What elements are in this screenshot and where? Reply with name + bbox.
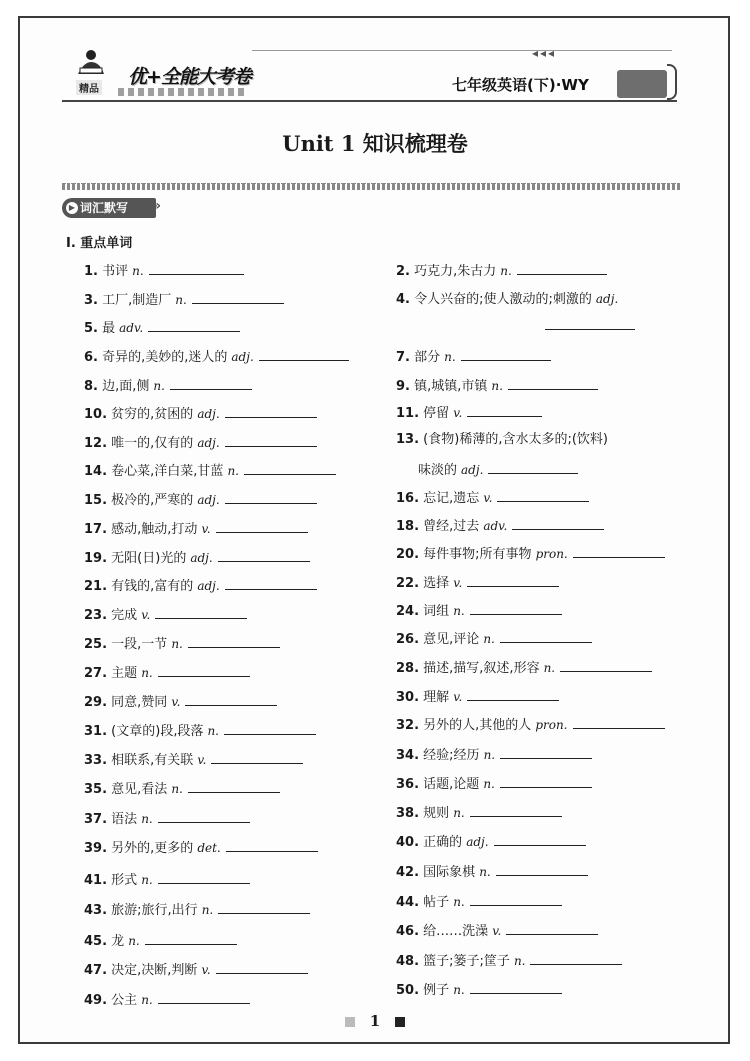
vocab-item — [396, 290, 618, 309]
item-number: 15. — [84, 493, 108, 508]
item-meaning: 完成 — [111, 608, 138, 623]
header-arrows-icon: ◂◂◂ — [532, 46, 557, 60]
brand-logo — [62, 44, 252, 98]
answer-blank[interactable] — [573, 544, 665, 558]
part-of-speech: adv. — [119, 321, 144, 335]
part-of-speech: n. — [453, 983, 465, 997]
book-title: 七年级英语(下)·WY — [452, 76, 589, 94]
item-meaning: 部分 — [414, 350, 441, 365]
item-meaning: 龙 — [111, 934, 125, 949]
item-number: 30. — [396, 690, 420, 705]
item-number: 17. — [84, 522, 108, 537]
item-number: 24. — [396, 604, 420, 619]
item-number: 20. — [396, 547, 420, 562]
vocab-item — [84, 548, 310, 568]
answer-blank[interactable] — [488, 460, 578, 474]
vocab-item — [396, 862, 588, 882]
part-of-speech: adj. — [190, 551, 213, 565]
vocab-item — [84, 870, 250, 890]
item-number: 8. — [84, 379, 98, 394]
part-of-speech: n. — [201, 903, 214, 917]
vocab-item — [396, 921, 598, 941]
part-of-speech: n. — [483, 632, 495, 646]
vocab-item — [84, 290, 284, 310]
item-number: 2. — [396, 264, 410, 279]
item-meaning: 另外的人,其他的人 — [423, 718, 532, 733]
item-number: 49. — [84, 993, 108, 1008]
part-of-speech: n. — [444, 350, 456, 364]
header-tab-block — [617, 70, 667, 98]
vocab-item — [396, 803, 562, 823]
chevron-right-icon: » — [152, 198, 162, 214]
item-meaning: 边,面,侧 — [102, 379, 150, 394]
item-number: 5. — [84, 321, 98, 336]
answer-blank[interactable] — [158, 990, 250, 1004]
item-meaning: 工厂,制造厂 — [102, 293, 172, 308]
item-number: 31. — [84, 724, 108, 739]
part-of-speech: v. — [141, 608, 151, 622]
vocab-item — [84, 779, 280, 799]
item-number: 40. — [396, 835, 420, 850]
item-number: 47. — [84, 963, 108, 978]
part-of-speech: n. — [141, 812, 153, 826]
item-meaning: 唯一的,仅有的 — [111, 436, 194, 451]
part-of-speech: adj. — [231, 350, 254, 364]
item-number: 21. — [84, 579, 108, 594]
vocab-item — [84, 900, 310, 920]
vocab-item — [84, 404, 317, 424]
answer-blank[interactable] — [155, 605, 247, 619]
part-of-speech: adj. — [197, 493, 220, 507]
answer-blank[interactable] — [496, 862, 588, 876]
part-of-speech: n. — [543, 661, 556, 675]
vocab-item — [84, 750, 303, 770]
item-meaning: 描述,描写,叙述,形容 — [423, 661, 540, 676]
part-of-speech: v. — [483, 491, 493, 505]
vocab-item — [84, 990, 250, 1010]
item-meaning: 另外的,更多的 — [111, 841, 194, 856]
answer-blank[interactable] — [500, 745, 592, 759]
item-meaning: 经验;经历 — [423, 748, 480, 763]
answer-blank[interactable] — [467, 573, 559, 587]
answer-blank[interactable] — [225, 433, 317, 447]
answer-blank[interactable] — [145, 931, 237, 945]
vocab-item — [84, 376, 252, 396]
part-of-speech: n. — [141, 873, 153, 887]
part-of-speech: v. — [201, 522, 211, 536]
part-of-speech: n. — [453, 604, 465, 618]
item-meaning: 国际象棋 — [423, 865, 476, 880]
answer-blank[interactable] — [216, 960, 308, 974]
part-of-speech: pron. — [535, 547, 568, 561]
reader-mascot-icon — [74, 48, 108, 78]
item-number: 27. — [84, 666, 108, 681]
vocab-item — [396, 951, 622, 971]
part-of-speech: n. — [207, 724, 219, 738]
logo-badge: 精品 — [76, 80, 102, 95]
item-meaning: 给……洗澡 — [423, 924, 489, 939]
item-number: 50. — [396, 983, 420, 998]
answer-blank[interactable] — [467, 403, 542, 417]
answer-blank[interactable] — [148, 318, 240, 332]
part-of-speech: n. — [479, 865, 491, 879]
item-number: 26. — [396, 632, 420, 647]
answer-blank[interactable] — [211, 750, 303, 764]
item-meaning: 同意,赞同 — [111, 695, 168, 710]
part-of-speech: n. — [171, 637, 183, 651]
vocab-item — [396, 715, 665, 735]
part-of-speech: n. — [175, 293, 187, 307]
part-of-speech: n. — [453, 806, 465, 820]
item-number: 1. — [84, 264, 98, 279]
item-number: 41. — [84, 873, 108, 888]
part-of-speech: n. — [483, 748, 496, 762]
item-number: 35. — [84, 782, 108, 797]
part-of-speech: n. — [513, 954, 526, 968]
header-curve — [667, 64, 677, 100]
part-of-speech: n. — [491, 379, 503, 393]
item-meaning: 书评 — [102, 264, 129, 279]
item-meaning: 感动,触动,打动 — [111, 522, 198, 537]
part-of-speech: adj. — [197, 407, 220, 421]
answer-blank[interactable] — [225, 576, 317, 590]
vocab-item — [84, 519, 308, 539]
vocab-item — [396, 774, 592, 794]
vocab-item — [84, 931, 237, 951]
item-number: 22. — [396, 576, 420, 591]
vocab-item — [84, 490, 317, 510]
vocab-item — [84, 318, 240, 338]
vocab-item — [396, 573, 559, 593]
answer-blank[interactable] — [216, 519, 308, 533]
item-number: 32. — [396, 718, 420, 733]
play-arrow-icon: ▶ — [66, 202, 78, 214]
item-meaning: 味淡的 — [418, 463, 458, 478]
section-label: 词汇默写 — [80, 201, 129, 215]
answer-blank[interactable] — [225, 490, 317, 504]
answer-blank[interactable] — [226, 838, 318, 852]
item-meaning: 相联系,有关联 — [111, 753, 194, 768]
answer-blank[interactable] — [149, 261, 244, 275]
header-top-rule — [252, 50, 672, 51]
answer-blank[interactable] — [461, 347, 551, 361]
part-of-speech: n. — [132, 264, 144, 278]
item-number: 33. — [84, 753, 108, 768]
vocab-item — [84, 461, 336, 481]
item-meaning: 话题,论题 — [423, 777, 480, 792]
item-meaning: 篮子;篓子;筐子 — [423, 954, 510, 969]
answer-blank[interactable] — [158, 663, 250, 677]
item-number: 38. — [396, 806, 420, 821]
item-number: 13. — [396, 432, 420, 447]
vocab-item — [396, 347, 551, 367]
item-number: 37. — [84, 812, 108, 827]
item-meaning: 贫穷的,贫困的 — [111, 407, 194, 422]
part-of-speech: adj. — [466, 835, 489, 849]
answer-blank[interactable] — [158, 870, 250, 884]
answer-blank[interactable] — [512, 516, 604, 530]
answer-blank[interactable] — [500, 774, 592, 788]
part-of-speech: n. — [227, 464, 239, 478]
answer-blank[interactable] — [470, 980, 562, 994]
part-of-speech: n. — [141, 666, 153, 680]
item-meaning: 主题 — [111, 666, 138, 681]
item-meaning: 形式 — [111, 873, 138, 888]
part-of-speech: n. — [500, 264, 512, 278]
item-meaning: 帖子 — [423, 895, 450, 910]
item-number: 19. — [84, 551, 108, 566]
part-of-speech: v. — [492, 924, 502, 938]
answer-blank[interactable] — [185, 692, 277, 706]
part-of-speech: v. — [201, 963, 211, 977]
decorative-divider — [62, 183, 680, 190]
answer-blank[interactable] — [560, 658, 652, 672]
vocab-item — [396, 892, 562, 912]
answer-blank[interactable] — [508, 376, 598, 390]
item-number: 25. — [84, 637, 108, 652]
page-footer — [0, 1012, 750, 1030]
vocab-item — [84, 261, 244, 281]
answer-blank[interactable] — [259, 347, 349, 361]
part-of-speech: v. — [197, 753, 207, 767]
item-meaning: 规则 — [423, 806, 450, 821]
item-meaning: 无阳(日)光的 — [111, 551, 187, 566]
vocab-item — [396, 431, 608, 449]
vocab-item — [396, 601, 562, 621]
item-meaning: 决定,决断,判断 — [111, 963, 198, 978]
part-of-speech: adj. — [461, 463, 484, 477]
part-of-speech: n. — [141, 993, 153, 1007]
item-number: 18. — [396, 519, 420, 534]
item-number: 39. — [84, 841, 108, 856]
answer-blank[interactable] — [470, 601, 562, 615]
item-number: 3. — [84, 293, 98, 308]
answer-blank[interactable] — [500, 629, 592, 643]
vocab-item — [396, 687, 559, 707]
part-of-speech: adj. — [595, 292, 619, 306]
answer-blank[interactable] — [467, 687, 559, 701]
part-of-speech: v. — [171, 695, 181, 709]
item-meaning: 例子 — [423, 983, 450, 998]
vocab-item — [84, 605, 247, 625]
item-meaning: 卷心菜,洋白菜,甘蓝 — [111, 464, 224, 479]
answer-blank[interactable] — [573, 715, 665, 729]
item-number: 4. — [396, 292, 410, 307]
header-underline — [62, 100, 677, 102]
vocab-item — [418, 460, 578, 480]
answer-blank[interactable] — [224, 721, 316, 735]
item-number: 42. — [396, 865, 420, 880]
item-number: 16. — [396, 491, 420, 506]
answer-blank[interactable] — [192, 290, 284, 304]
answer-blank[interactable] — [218, 900, 310, 914]
part-of-speech: pron. — [535, 718, 568, 732]
item-number: 36. — [396, 777, 420, 792]
item-number: 28. — [396, 661, 420, 676]
vocab-item — [396, 832, 586, 852]
vocab-item — [84, 960, 308, 980]
answer-blank[interactable] — [506, 921, 598, 935]
item-meaning: 公主 — [111, 993, 138, 1008]
item-number: 7. — [396, 350, 410, 365]
answer-blank[interactable] — [545, 329, 635, 330]
section-badge — [62, 198, 156, 218]
item-meaning: 停留 — [423, 406, 450, 421]
answer-blank[interactable] — [494, 832, 586, 846]
item-meaning: 忘记,遗忘 — [423, 491, 480, 506]
part-of-speech: v. — [453, 690, 463, 704]
page-header — [62, 44, 682, 104]
part-of-speech: n. — [453, 895, 465, 909]
item-meaning: 镇,城镇,市镇 — [414, 379, 488, 394]
item-number: 12. — [84, 436, 108, 451]
item-meaning: 理解 — [423, 690, 450, 705]
answer-blank[interactable] — [244, 461, 336, 475]
answer-blank[interactable] — [530, 951, 622, 965]
item-number: 46. — [396, 924, 420, 939]
vocab-item — [84, 838, 318, 858]
footer-right-square-icon — [395, 1017, 405, 1027]
answer-blank[interactable] — [470, 803, 562, 817]
item-meaning: (食物)稀薄的,含水太多的;(饮料) — [423, 432, 608, 447]
item-meaning: 词组 — [423, 604, 450, 619]
part-of-speech: adj. — [197, 436, 220, 450]
item-number: 6. — [84, 350, 98, 365]
item-meaning: 选择 — [423, 576, 450, 591]
logo-decoration — [118, 88, 248, 96]
item-meaning: 极冷的,严寒的 — [111, 493, 194, 508]
vocab-item — [396, 488, 589, 508]
answer-blank[interactable] — [470, 892, 562, 906]
vocab-item — [84, 433, 317, 453]
vocab-item — [396, 261, 607, 281]
item-meaning: 正确的 — [423, 835, 463, 850]
part-of-speech: adv. — [483, 519, 508, 533]
footer-left-square-icon — [345, 1017, 355, 1027]
answer-blank[interactable] — [158, 809, 250, 823]
item-number: 23. — [84, 608, 108, 623]
vocab-item — [84, 663, 250, 683]
item-number: 45. — [84, 934, 108, 949]
vocab-item — [396, 376, 598, 396]
page-title: Unit 1 知识梳理卷 — [282, 131, 468, 156]
vocab-item — [84, 692, 277, 712]
item-number: 44. — [396, 895, 420, 910]
vocab-item — [396, 629, 592, 649]
vocab-item — [396, 745, 592, 765]
answer-blank[interactable] — [170, 376, 252, 390]
item-meaning: (文章的)段,段落 — [111, 724, 204, 739]
vocab-item — [84, 634, 280, 654]
part-of-speech: n. — [171, 782, 183, 796]
item-meaning: 奇异的,美妙的,迷人的 — [102, 350, 228, 365]
answer-blank[interactable] — [188, 634, 280, 648]
vocab-item — [396, 403, 542, 423]
answer-blank[interactable] — [225, 404, 317, 418]
item-meaning: 最 — [102, 321, 116, 336]
item-number: 43. — [84, 903, 108, 918]
part-of-speech: v. — [453, 406, 463, 420]
item-meaning: 旅游;旅行,出行 — [111, 903, 198, 918]
part-of-speech: v. — [453, 576, 463, 590]
item-meaning: 一段,一节 — [111, 637, 168, 652]
vocab-item — [84, 347, 349, 367]
item-meaning: 意见,看法 — [111, 782, 168, 797]
part-of-speech: n. — [128, 934, 140, 948]
answer-blank[interactable] — [188, 779, 280, 793]
item-number: 29. — [84, 695, 108, 710]
item-number: 11. — [396, 406, 420, 421]
answer-blank[interactable] — [517, 261, 607, 275]
vocab-item — [396, 544, 665, 564]
part-of-speech: n. — [153, 379, 165, 393]
item-meaning: 令人兴奋的;使人激动的;刺激的 — [414, 292, 592, 307]
item-meaning: 语法 — [111, 812, 138, 827]
item-meaning: 巧克力,朱古力 — [414, 264, 497, 279]
item-meaning: 有钱的,富有的 — [111, 579, 194, 594]
item-meaning: 每件事物;所有事物 — [423, 547, 532, 562]
part-of-speech: adj. — [197, 579, 220, 593]
vocab-item — [396, 980, 562, 1000]
logo-text: 优+全能大考卷 — [128, 66, 251, 88]
vocab-item — [396, 658, 652, 678]
item-number: 48. — [396, 954, 420, 969]
vocab-item — [84, 721, 316, 741]
part-of-speech: det. — [197, 841, 221, 855]
item-meaning: 曾经,过去 — [423, 519, 480, 534]
item-number: 34. — [396, 748, 420, 763]
item-number: 10. — [84, 407, 108, 422]
answer-blank[interactable] — [497, 488, 589, 502]
item-number: 9. — [396, 379, 410, 394]
item-meaning: 意见,评论 — [423, 632, 480, 647]
answer-blank[interactable] — [218, 548, 310, 562]
part-of-speech: n. — [483, 777, 495, 791]
vocab-item — [396, 516, 604, 536]
page-number: 1 — [369, 1012, 381, 1030]
vocab-item — [84, 809, 250, 829]
item-number: 14. — [84, 464, 108, 479]
vocab-item — [84, 576, 317, 596]
subheading: Ⅰ. 重点单词 — [66, 236, 133, 251]
